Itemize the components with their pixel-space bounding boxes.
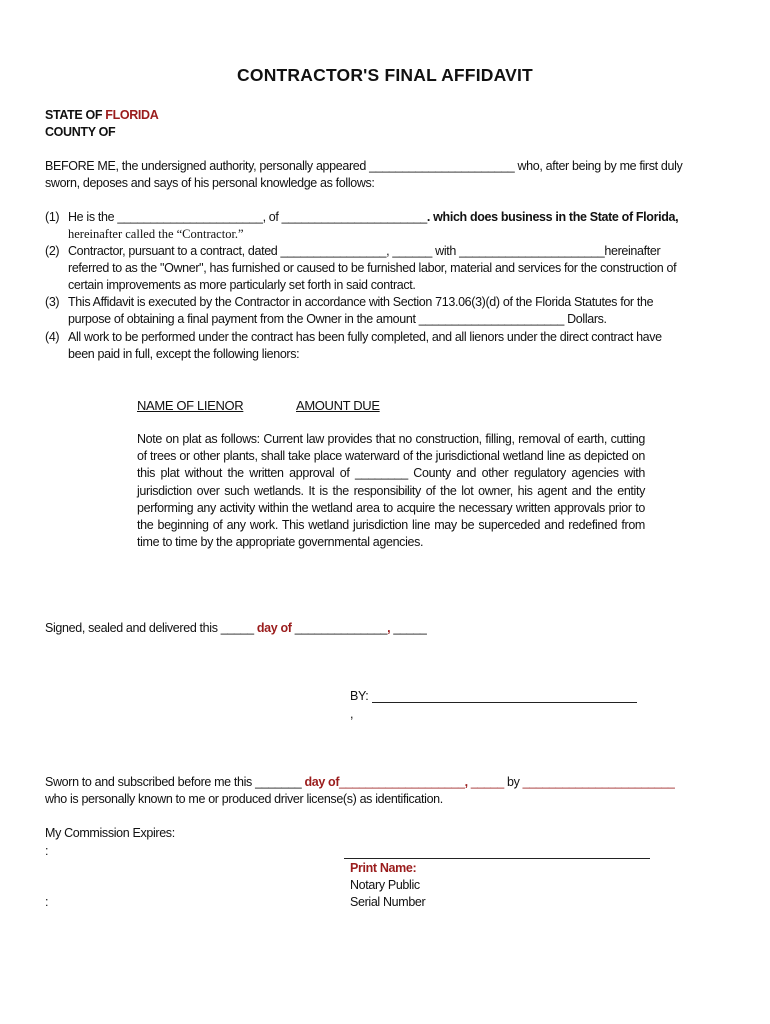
serial-colon: :	[45, 895, 49, 909]
signed-line	[45, 620, 426, 637]
item-2-text-b: hereinafter	[604, 244, 661, 258]
lienor-name-header: NAME OF LIENOR	[137, 398, 244, 413]
print-name-label: Print Name:	[350, 861, 417, 875]
item-3-text-b: Dollars.	[567, 312, 607, 326]
appeared-blank[interactable]: ______________________	[369, 159, 515, 173]
sworn-line-2: who is personally known to me or produced driver license(s) as identification.	[45, 792, 443, 806]
item-4-line-1: All work to be performed under the contract has been fully completed, and all lienors under the direct contract have	[68, 330, 662, 344]
by-label: BY:	[350, 689, 369, 703]
item-3-line-1: This Affidavit is executed by the Contractor in accordance with Section 713.06(3)(d) of the Florida Statutes for the	[68, 295, 654, 309]
wetland-note: Note on plat as follows: Current law provides that no construction, filling, removal of earth, cutting of trees or other plants, shall take place waterward of the jurisdictional wetland line as depicted on this plat without the written approval of ________ County and other regulatory agencies with jurisdiction over such wetlands. It is the responsibility of the lot owner, his agent and the entity performing any activity within the wetland area to acquire the necessary written approvals prior to the beginning of any work. This wetland jurisdiction line may be superceded and redefined from time to time by the appropriate governmental agencies.	[137, 432, 645, 550]
contract-date-blank[interactable]: ________________	[280, 244, 387, 258]
item-3-text-a: purpose of obtaining a final payment from the Owner in the amount	[68, 312, 416, 326]
commission-colon: :	[45, 844, 49, 858]
county-label: COUNTY OF	[45, 125, 116, 139]
intro-text-b: who, after being by me first duly	[517, 159, 683, 173]
sworn-day-of: day of	[304, 775, 340, 789]
item-2-line-3: certain improvements as more particularly set forth in said contract.	[68, 278, 416, 292]
item-number-4: (4)	[45, 330, 60, 344]
signed-day-blank[interactable]: _____	[220, 621, 254, 635]
signed-month-blank[interactable]: ______________	[294, 621, 388, 635]
intro-line-2: sworn, deposes and says of his personal knowledge as follows:	[45, 176, 375, 190]
by-signature-line[interactable]	[372, 702, 637, 703]
state-line	[45, 107, 158, 124]
state-label: STATE OF	[45, 108, 103, 122]
contractor-title-blank[interactable]: ______________________	[117, 210, 263, 224]
sworn-month-blank[interactable]: ___________________	[339, 775, 465, 789]
item-number-3: (3)	[45, 295, 60, 309]
item-1-text-a: He is the	[68, 210, 115, 224]
amount-due-header: AMOUNT DUE	[296, 398, 380, 413]
item-number-1: (1)	[45, 210, 60, 224]
item-1-line-1	[68, 209, 678, 226]
owner-blank[interactable]: ______________________	[459, 244, 605, 258]
signed-year-blank[interactable]: _____	[393, 621, 427, 635]
intro-text-a: BEFORE ME, the undersigned authority, personally appeared	[45, 159, 366, 173]
sworn-by: by	[506, 775, 520, 789]
state-value: FLORIDA	[105, 108, 159, 122]
company-blank[interactable]: ______________________	[281, 210, 427, 224]
item-4-line-2: been paid in full, except the following lienors:	[68, 347, 300, 361]
sworn-text: Sworn to and subscribed before me this	[45, 775, 252, 789]
by-comma: ,	[350, 707, 354, 721]
sworn-person-blank[interactable]: _______________________	[522, 775, 675, 789]
contract-year-blank[interactable]: ______	[392, 244, 433, 258]
item-2-comma: ,	[386, 244, 390, 258]
intro-line-1	[45, 158, 682, 175]
commission-label: My Commission Expires:	[45, 826, 175, 840]
notary-public-label: Notary Public	[350, 878, 420, 892]
item-3-line-2	[68, 311, 607, 328]
sworn-line-1	[45, 774, 674, 791]
item-1-text-c: . which does business in the State of Florida,	[426, 210, 679, 224]
sworn-comma: ,	[464, 775, 468, 789]
item-2-with: with	[435, 244, 457, 258]
item-1-text-b: , of	[262, 210, 279, 224]
sworn-day-blank[interactable]: _______	[255, 775, 302, 789]
item-number-2: (2)	[45, 244, 60, 258]
signed-comma: ,	[387, 621, 391, 635]
signed-text: Signed, sealed and delivered this	[45, 621, 218, 635]
item-2-line-2: referred to as the "Owner", has furnished or caused to be furnished labor, material and services for the construction of	[68, 261, 677, 275]
document-title: CONTRACTOR'S FINAL AFFIDAVIT	[237, 65, 533, 85]
amount-blank[interactable]: ______________________	[418, 312, 564, 326]
item-1-line-2: hereinafter called the “Contractor.”	[68, 227, 244, 241]
sworn-year-blank[interactable]: _____	[470, 775, 504, 789]
item-2-line-1	[68, 243, 660, 260]
signed-day-of: day of	[256, 621, 292, 635]
item-2-text-a: Contractor, pursuant to a contract, dated	[68, 244, 278, 258]
notary-signature-line[interactable]	[344, 858, 650, 859]
serial-number-label: Serial Number	[350, 895, 426, 909]
